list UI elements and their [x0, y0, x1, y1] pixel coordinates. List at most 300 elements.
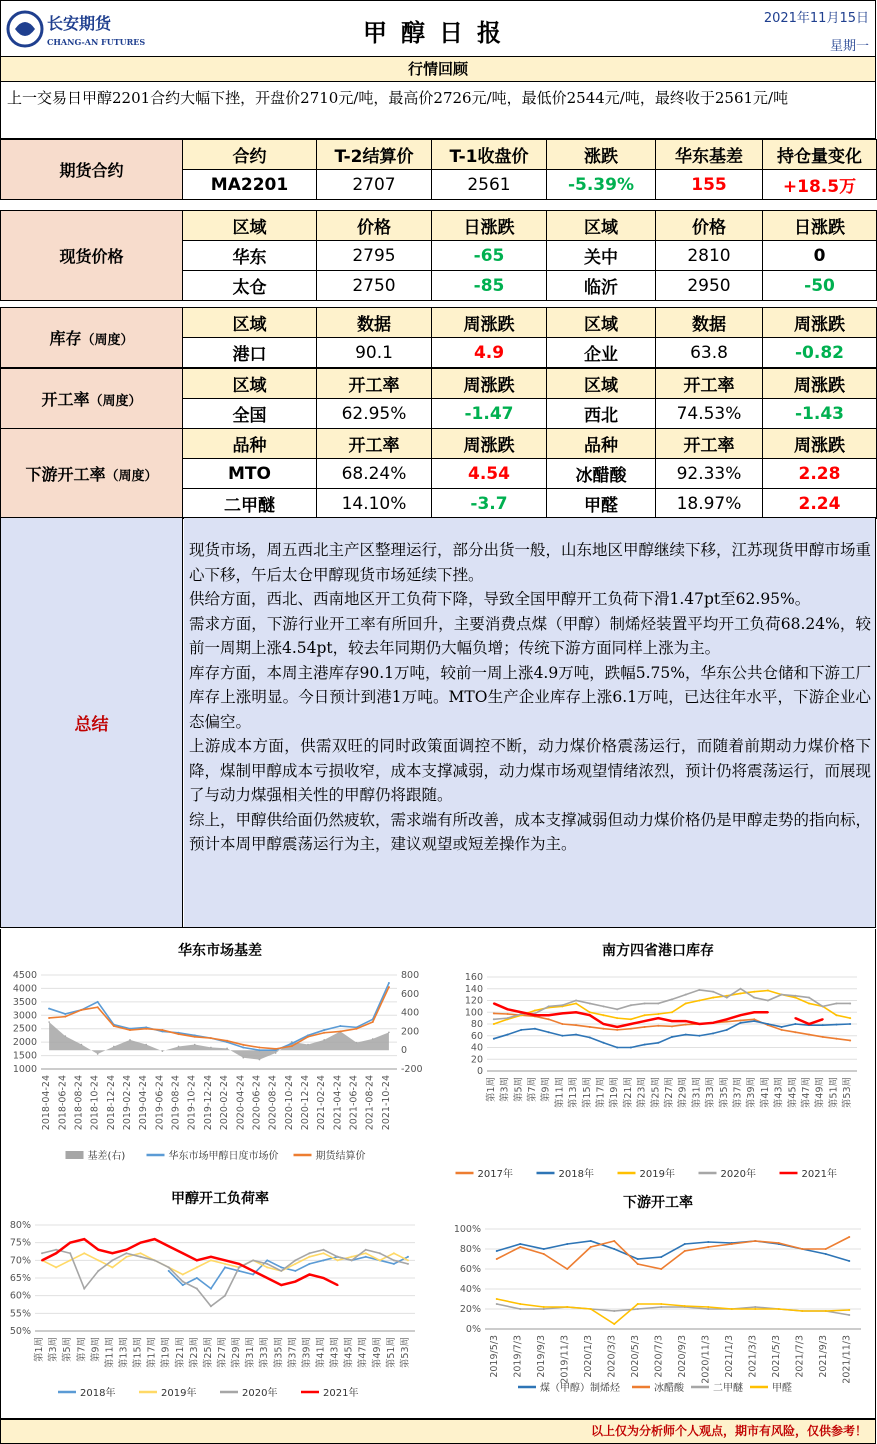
operating-region: 全国 — [183, 399, 317, 429]
x-tick-label: 第23周 — [636, 1077, 648, 1109]
data-point — [507, 1008, 509, 1010]
data-point — [685, 1034, 687, 1036]
data-point — [644, 1014, 646, 1016]
downstream-rate: 18.97% — [656, 489, 763, 519]
data-point — [507, 1013, 509, 1015]
downstream-rate: 92.33% — [656, 459, 763, 489]
x-tick-label: 2019/11/3 — [559, 1335, 571, 1384]
data-point — [41, 1252, 43, 1254]
data-point — [64, 1013, 66, 1015]
data-point — [731, 1308, 733, 1310]
data-point — [55, 1266, 57, 1268]
spot-change: -50 — [763, 271, 877, 301]
data-point — [602, 1014, 604, 1016]
y-tick-label: 65% — [9, 1273, 31, 1284]
operating-label: 开工率 — [41, 390, 90, 409]
data-point — [337, 1259, 339, 1261]
data-point — [753, 991, 755, 993]
x-tick-label: 第49周 — [371, 1337, 383, 1369]
x-tick-label: 2019/5/3 — [488, 1335, 500, 1378]
y2-tick-label: 200 — [401, 1026, 420, 1038]
x-tick-label: 第43周 — [329, 1337, 341, 1369]
data-point — [707, 1306, 709, 1308]
data-point — [698, 1000, 700, 1002]
downstream-header: 品种 — [183, 429, 317, 459]
data-point — [543, 1248, 545, 1250]
data-point — [657, 1002, 659, 1004]
x-tick-label: 2021/11/3 — [841, 1335, 853, 1384]
x-tick-label: 第41周 — [759, 1077, 771, 1109]
y-tick-label: 40 — [470, 1042, 483, 1054]
data-point — [266, 1266, 268, 1268]
summary-label: 总结 — [1, 518, 183, 927]
data-point — [848, 1314, 850, 1316]
data-point — [69, 1242, 71, 1244]
summary-section — [0, 517, 876, 928]
data-point — [726, 1029, 728, 1031]
x-tick-label: 第45周 — [343, 1337, 355, 1369]
data-point — [685, 1002, 687, 1004]
x-tick-label: 第21周 — [174, 1337, 186, 1369]
data-point — [339, 1025, 341, 1027]
report-header — [0, 0, 876, 56]
y-tick-label: 1000 — [12, 1064, 37, 1075]
data-point — [630, 1047, 632, 1049]
data-point — [794, 1031, 796, 1033]
data-point — [154, 1238, 156, 1240]
data-point — [657, 1013, 659, 1015]
data-point — [294, 1259, 296, 1261]
data-point — [712, 997, 714, 999]
data-point — [140, 1242, 142, 1244]
series-line-2021年 — [494, 1003, 823, 1027]
data-point — [365, 1256, 367, 1258]
data-point — [781, 994, 783, 996]
y-tick-label: 100% — [453, 1224, 481, 1235]
data-point — [753, 997, 755, 999]
operating-header: 周涨跌 — [763, 369, 877, 399]
data-point — [566, 1243, 568, 1245]
x-tick-label: 2019/7/3 — [512, 1335, 524, 1378]
charts-area — [0, 929, 876, 1419]
data-point — [356, 1028, 358, 1030]
x-tick-label: 第53周 — [842, 1077, 854, 1109]
legend-label: 2021年 — [323, 1388, 359, 1399]
data-point — [561, 1023, 563, 1025]
spot-price: 2950 — [656, 271, 763, 301]
data-point — [393, 1263, 395, 1265]
data-point — [753, 1011, 755, 1013]
data-point — [589, 1014, 591, 1016]
data-point — [794, 1023, 796, 1025]
downstream-product: 二甲醚 — [183, 489, 317, 519]
y-tick-label: 3000 — [12, 1010, 37, 1022]
x-tick-label: 2020-02-24 — [219, 1075, 231, 1131]
data-point — [55, 1249, 57, 1251]
downstream-change: 2.28 — [763, 459, 877, 489]
data-point — [493, 1038, 495, 1040]
data-point — [323, 1029, 325, 1031]
data-point — [238, 1266, 240, 1268]
inventory-header: 数据 — [656, 308, 763, 338]
x-tick-label: 第31周 — [691, 1077, 703, 1109]
data-point — [182, 1252, 184, 1254]
data-point — [291, 1045, 293, 1047]
spot-header: 区域 — [547, 211, 656, 241]
data-point — [496, 1298, 498, 1300]
data-point — [616, 1017, 618, 1019]
data-point — [258, 1047, 260, 1049]
spot-header: 价格 — [317, 211, 432, 241]
data-point — [178, 1033, 180, 1035]
data-point — [753, 1018, 755, 1020]
x-tick-label: 2021-04-24 — [332, 1075, 344, 1131]
data-point — [266, 1263, 268, 1265]
inventory-header: 数据 — [317, 308, 432, 338]
data-point — [637, 1303, 639, 1305]
x-tick-label: 第11周 — [554, 1077, 566, 1109]
data-point — [323, 1032, 325, 1034]
data-point — [393, 1259, 395, 1261]
y-tick-label: 4500 — [12, 970, 37, 981]
data-point — [671, 1025, 673, 1027]
y2-tick-label: 600 — [401, 988, 420, 1000]
data-point — [602, 1042, 604, 1044]
futures-header: 持仓量变化 — [763, 140, 877, 170]
section-inventory — [1, 308, 183, 368]
downstream-rate: 68.24% — [317, 459, 432, 489]
x-tick-label: 第47周 — [357, 1337, 369, 1369]
data-point — [323, 1249, 325, 1251]
spot-header: 日涨跌 — [432, 211, 547, 241]
spot-region: 华东 — [183, 241, 317, 271]
data-point — [252, 1273, 254, 1275]
data-point — [111, 1259, 113, 1261]
data-point — [178, 1046, 180, 1048]
x-tick-label: 第15周 — [132, 1337, 144, 1369]
port-inventory-chart — [439, 929, 877, 1181]
data-point — [308, 1263, 310, 1265]
data-point — [849, 1017, 851, 1019]
data-point — [291, 1042, 293, 1044]
oi-change: +18.5万 — [763, 170, 877, 200]
chart-title: 甲醇开工负荷率 — [171, 1191, 269, 1207]
data-point — [685, 1024, 687, 1026]
data-point — [616, 1008, 618, 1010]
futures-header: 华东基差 — [656, 140, 763, 170]
data-point — [602, 1005, 604, 1007]
data-point — [83, 1288, 85, 1290]
disclaimer: 以上仅为分析师个人观点，期市有风险，仅供参考！ — [0, 1419, 876, 1444]
legend-label: 2019年 — [161, 1388, 197, 1399]
inventory-table — [0, 307, 877, 368]
data-point — [671, 998, 673, 1000]
review-title: 行情回顾 — [0, 56, 876, 82]
data-point — [294, 1263, 296, 1265]
x-tick-label: 第13周 — [568, 1077, 580, 1109]
brand-cn: 长安期货 — [47, 14, 112, 33]
data-point — [712, 1032, 714, 1034]
data-point — [69, 1259, 71, 1261]
data-point — [196, 1277, 198, 1279]
data-point — [307, 1044, 309, 1046]
data-point — [575, 1002, 577, 1004]
data-point — [630, 1004, 632, 1006]
t1-close: 2561 — [432, 170, 547, 200]
downstream-label: 下游开工率 — [25, 465, 106, 484]
data-point — [613, 1323, 615, 1325]
spot-price: 2750 — [317, 271, 432, 301]
data-point — [224, 1259, 226, 1261]
data-point — [407, 1263, 409, 1265]
futures-header: 涨跌 — [547, 140, 656, 170]
data-point — [168, 1266, 170, 1268]
data-point — [835, 1024, 837, 1026]
data-point — [657, 1042, 659, 1044]
x-tick-label: 第1周 — [34, 1337, 46, 1363]
data-point — [291, 1041, 293, 1043]
data-point — [575, 1024, 577, 1026]
y-tick-label: 2500 — [12, 1023, 37, 1035]
data-point — [507, 1017, 509, 1019]
data-point — [660, 1306, 662, 1308]
basis-chart — [1, 929, 439, 1181]
data-point — [365, 1252, 367, 1254]
data-point — [698, 989, 700, 991]
x-tick-label: 第27周 — [664, 1077, 675, 1109]
data-point — [543, 1306, 545, 1308]
x-tick-label: 第21周 — [622, 1077, 634, 1109]
data-point — [372, 1021, 374, 1023]
data-point — [162, 1050, 164, 1052]
x-tick-label: 2020/5/3 — [629, 1335, 641, 1378]
data-point — [684, 1243, 686, 1245]
y-tick-label: 20 — [470, 1054, 483, 1066]
data-point — [83, 1252, 85, 1254]
y-tick-label: 40% — [459, 1284, 481, 1295]
data-point — [496, 1258, 498, 1260]
operating-change: -1.43 — [763, 399, 877, 429]
inventory-header: 周涨跌 — [432, 308, 547, 338]
data-point — [308, 1252, 310, 1254]
downstream-change: 2.24 — [763, 489, 877, 519]
data-point — [561, 1035, 563, 1037]
chart-title: 华东市场基差 — [178, 943, 262, 959]
data-point — [561, 1004, 563, 1006]
data-point — [707, 1308, 709, 1310]
data-point — [323, 1277, 325, 1279]
x-tick-label: 第7周 — [526, 1077, 538, 1103]
data-point — [726, 997, 728, 999]
data-point — [767, 1023, 769, 1025]
x-tick-label: 第17周 — [146, 1337, 158, 1369]
x-tick-label: 第23周 — [188, 1337, 200, 1369]
data-point — [616, 1047, 618, 1049]
data-point — [145, 1028, 147, 1030]
data-point — [393, 1252, 395, 1254]
x-tick-label: 第47周 — [801, 1077, 813, 1109]
data-point — [97, 1053, 99, 1055]
data-point — [493, 1012, 495, 1014]
data-point — [493, 1018, 495, 1020]
data-point — [323, 1252, 325, 1254]
x-tick-label: 第33周 — [259, 1337, 271, 1369]
y-tick-label: 80% — [9, 1220, 31, 1231]
data-point — [637, 1263, 639, 1265]
data-point — [644, 1044, 646, 1046]
data-point — [589, 1026, 591, 1028]
data-point — [64, 1035, 66, 1037]
x-tick-label: 2020-04-24 — [235, 1075, 247, 1131]
data-point — [726, 1021, 728, 1023]
spot-region: 临沂 — [547, 271, 656, 301]
data-point — [275, 1052, 277, 1054]
data-point — [825, 1310, 827, 1312]
data-point — [196, 1266, 198, 1268]
data-point — [671, 1036, 673, 1038]
legend-label: 甲醛 — [772, 1383, 792, 1394]
spot-header: 区域 — [183, 211, 317, 241]
y-tick-label: 140 — [464, 983, 483, 995]
data-point — [125, 1256, 127, 1258]
data-point — [671, 1011, 673, 1013]
data-point — [258, 1049, 260, 1051]
y2-tick-label: -200 — [401, 1064, 423, 1075]
legend-label: 2020年 — [720, 1169, 756, 1180]
x-tick-label: 2020/1/3 — [582, 1335, 594, 1378]
data-point — [154, 1259, 156, 1261]
data-point — [266, 1259, 268, 1261]
data-point — [210, 1305, 212, 1307]
x-tick-label: 2018-06-24 — [57, 1075, 69, 1131]
data-point — [242, 1044, 244, 1046]
legend-label: 2017年 — [477, 1169, 513, 1180]
data-point — [561, 1012, 563, 1014]
data-point — [657, 1025, 659, 1027]
data-point — [266, 1277, 268, 1279]
data-point — [388, 1032, 390, 1034]
data-point — [168, 1245, 170, 1247]
data-point — [753, 1020, 755, 1022]
spot-table — [0, 210, 877, 301]
x-tick-label: 2019/9/3 — [535, 1335, 547, 1378]
data-point — [140, 1256, 142, 1258]
legend-label: 二甲醚 — [713, 1383, 743, 1394]
data-point — [630, 1023, 632, 1025]
chart-title: 下游开工率 — [623, 1195, 693, 1211]
data-point — [543, 1308, 545, 1310]
data-point — [519, 1246, 521, 1248]
futures-header: T-1收盘价 — [432, 140, 547, 170]
data-point — [168, 1270, 170, 1272]
data-point — [754, 1306, 756, 1308]
x-tick-label: 2021-10-24 — [380, 1075, 392, 1131]
data-point — [613, 1248, 615, 1250]
x-tick-label: 2020/3/3 — [606, 1335, 618, 1378]
data-point — [698, 1023, 700, 1025]
data-point — [365, 1249, 367, 1251]
x-tick-label: 2018-08-24 — [73, 1075, 85, 1131]
downstream-note: （周度） — [105, 469, 158, 484]
legend-label: 2020年 — [242, 1388, 278, 1399]
x-tick-label: 2020/9/3 — [676, 1335, 688, 1378]
data-point — [602, 1028, 604, 1030]
data-point — [849, 1039, 851, 1041]
data-point — [356, 1042, 358, 1044]
y-tick-label: 0% — [465, 1324, 481, 1335]
data-point — [323, 1259, 325, 1261]
data-point — [534, 1014, 536, 1016]
data-point — [698, 1035, 700, 1037]
operating-rate: 74.53% — [656, 399, 763, 429]
data-point — [194, 1036, 196, 1038]
x-tick-label: 第11周 — [104, 1337, 116, 1369]
data-point — [210, 1259, 212, 1261]
summary-paragraph: 现货市场，周五西北主产区整理运行，部分出货一般，山东地区甲醇继续下移，江苏现货甲醇市场重心下移，午后太仓甲醇现货市场延续下挫。 — [189, 541, 872, 584]
data-point — [822, 1018, 824, 1020]
data-point — [801, 1310, 803, 1312]
x-tick-label: 第49周 — [814, 1077, 826, 1109]
data-point — [337, 1284, 339, 1286]
x-tick-label: 第25周 — [202, 1337, 214, 1369]
data-point — [644, 1002, 646, 1004]
x-tick-label: 2021-08-24 — [364, 1075, 376, 1131]
downstream-change: 4.54 — [432, 459, 547, 489]
inventory-header: 区域 — [547, 308, 656, 338]
data-point — [129, 1039, 131, 1041]
legend-swatch — [66, 1151, 84, 1159]
data-point — [712, 991, 714, 993]
downstream-table — [0, 428, 877, 519]
section-spot: 现货价格 — [1, 211, 183, 301]
data-point — [520, 1029, 522, 1031]
data-point — [81, 1044, 83, 1046]
data-point — [822, 1024, 824, 1026]
downstream-change: -3.7 — [432, 489, 547, 519]
data-point — [226, 1048, 228, 1050]
spot-change: 0 — [763, 241, 877, 271]
legend-label: 2018年 — [558, 1169, 594, 1180]
data-point — [493, 1023, 495, 1025]
data-point — [835, 1038, 837, 1040]
data-point — [740, 988, 742, 990]
legend-label: 2019年 — [639, 1169, 675, 1180]
y-tick-label: 80% — [459, 1244, 481, 1255]
legend-label: 2021年 — [801, 1169, 837, 1180]
x-tick-label: 第51周 — [828, 1077, 840, 1109]
data-point — [111, 1266, 113, 1268]
data-point — [740, 992, 742, 994]
data-point — [630, 1028, 632, 1030]
data-point — [496, 1303, 498, 1305]
data-point — [48, 1008, 50, 1010]
legend-label: 华东市场甲醇日度市场价 — [168, 1151, 279, 1162]
summary-paragraph: 需求方面，下游行业开工率有所回升，主要消费点煤（甲醇）制烯烃装置平均开工负荷68.24%，较前一周期上涨4.54pt，较去年同期仍大幅负增；传统下游方面同样上涨为主。 — [189, 614, 871, 657]
x-tick-label: 第35周 — [273, 1337, 285, 1369]
data-point — [238, 1263, 240, 1265]
data-point — [182, 1281, 184, 1283]
data-point — [767, 990, 769, 992]
operating-rate-chart — [1, 1181, 439, 1419]
y-tick-label: 50% — [9, 1326, 31, 1337]
data-point — [64, 1016, 66, 1018]
x-tick-label: 2019-04-24 — [138, 1075, 150, 1131]
data-point — [379, 1252, 381, 1254]
x-tick-label: 2019-06-24 — [154, 1075, 166, 1131]
x-tick-label: 2020-08-24 — [267, 1075, 279, 1131]
data-point — [210, 1288, 212, 1290]
downstream-product: 甲醛 — [547, 489, 656, 519]
